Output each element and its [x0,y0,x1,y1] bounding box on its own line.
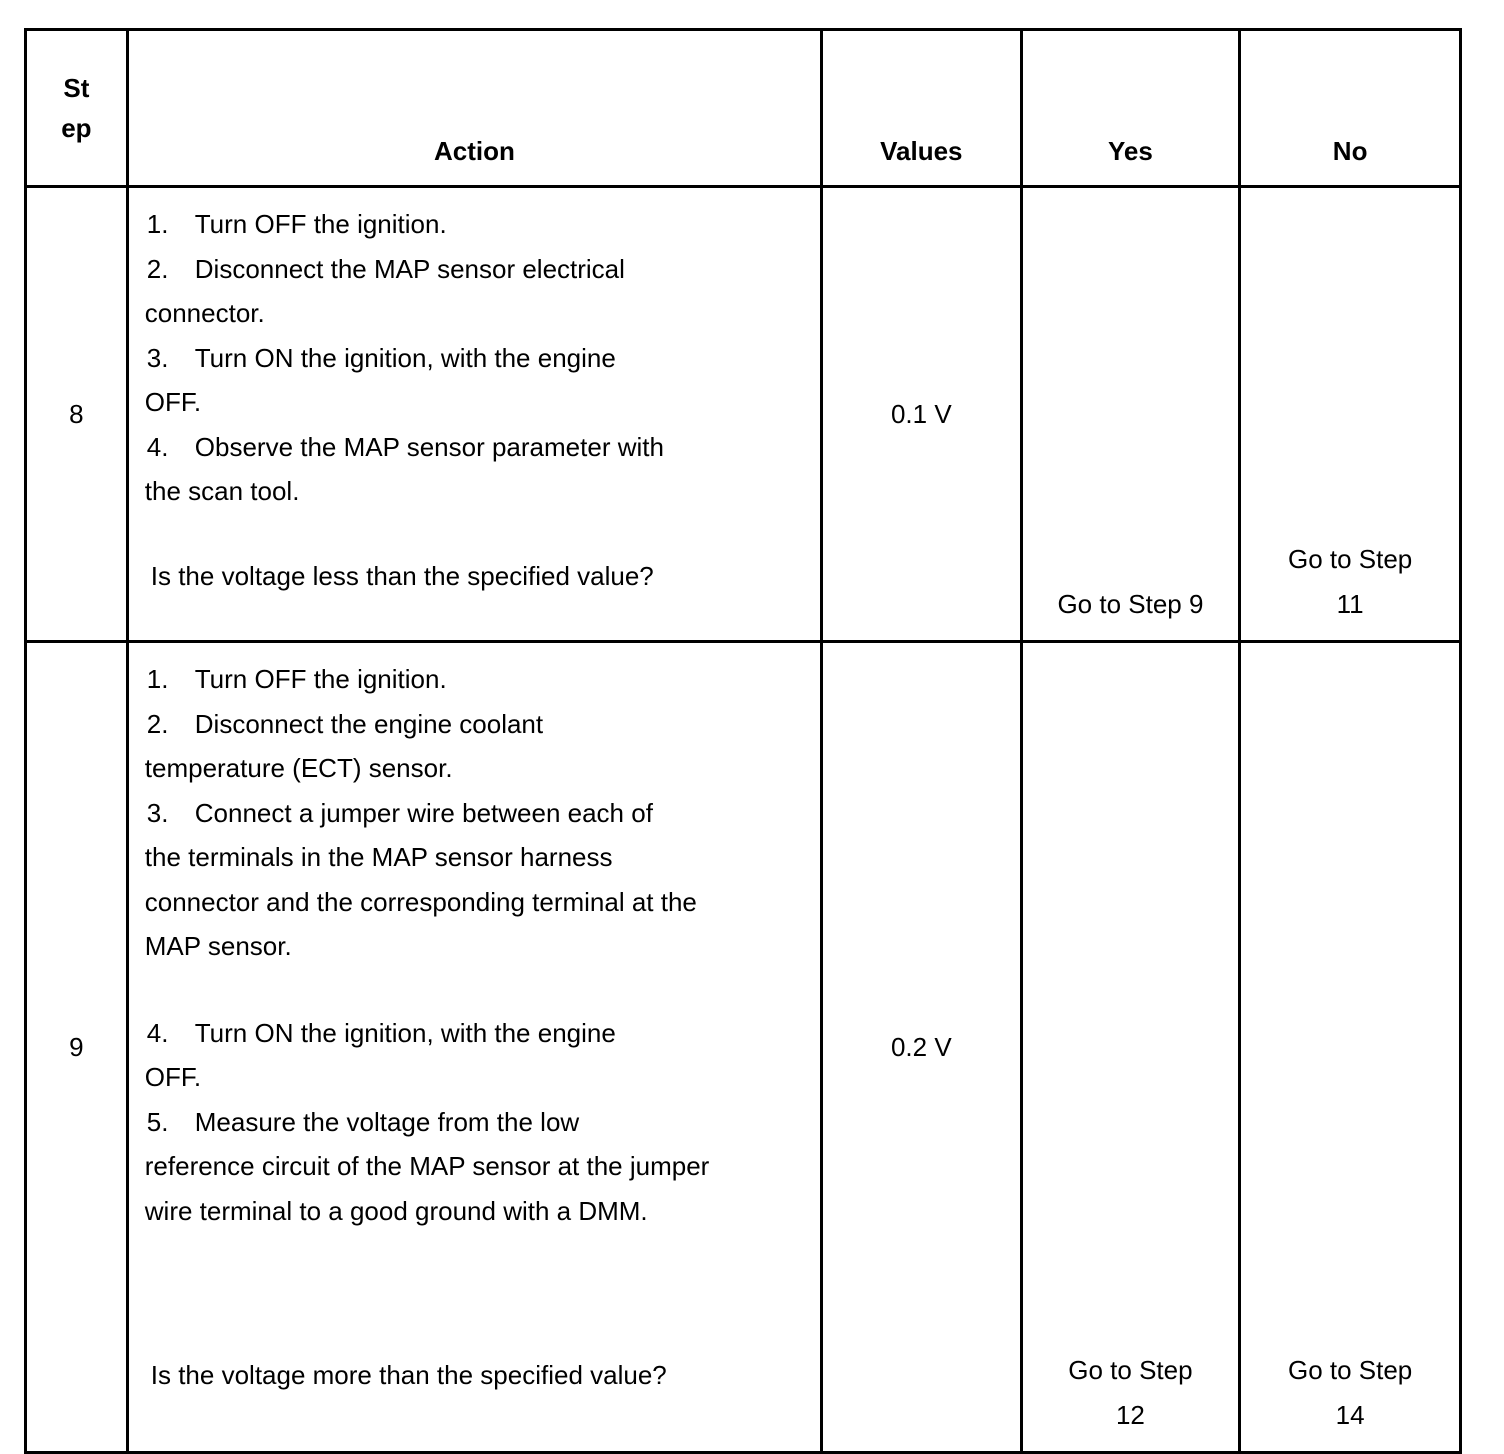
action-item: 1. Turn OFF the ignition. [146,209,447,239]
action-item-continuation: connector. [144,298,265,328]
action-item: 3. Turn ON the ignition, with the engine [146,342,616,373]
no-go-to: Go to Step [1287,544,1413,574]
value-cell: 0.1 V [822,187,1022,642]
table-header-row [26,30,1461,187]
action-item-continuation: OFF. [144,1062,202,1092]
no-step-number: 11 [1336,588,1364,619]
action-item: 3. Connect a jumper wire between each of [146,797,653,828]
header-values: Values [822,30,1022,187]
yes-cell [1021,642,1240,1453]
action-item-continuation: OFF. [144,387,202,417]
action-item-continuation: MAP sensor. [144,931,292,961]
action-item: 4. Turn ON the ignition, with the engine [146,1017,616,1048]
diagnostic-table [24,28,1462,1454]
table-row-step-9 [26,642,1461,1453]
no-cell [1240,187,1461,642]
action-question: Is the voltage more than the specified value? [150,1360,667,1390]
action-item: 4. Observe the MAP sensor parameter with [146,431,664,462]
action-item: 2. Disconnect the engine coolant [146,708,544,739]
action-cell [127,187,821,642]
yes-cell [1021,187,1240,642]
header-step-line2: ep [61,113,92,143]
header-no: No [1240,30,1461,187]
header-step [26,30,128,187]
yes-step-number: 12 [1115,1399,1145,1430]
action-item-continuation: the terminals in the MAP sensor harness [144,842,613,872]
step-number: 8 [26,187,128,642]
action-item-continuation: the scan tool. [144,476,300,506]
step-number: 9 [26,642,128,1453]
yes-go-to: Go to Step 9 [1057,588,1204,619]
action-cell [127,642,821,1453]
table-row-step-8 [26,187,1461,642]
action-item: 2. Disconnect the MAP sensor electrical [146,253,625,284]
no-cell [1240,642,1461,1453]
action-item-continuation: reference circuit of the MAP sensor at the jumper [144,1151,710,1181]
action-item: 1. Turn OFF the ignition. [146,664,447,694]
yes-go-to: Go to Step [1068,1355,1193,1385]
no-go-to: Go to Step [1287,1355,1413,1385]
action-question: Is the voltage less than the specified value? [150,560,654,591]
no-step-number: 14 [1335,1399,1365,1430]
action-item-continuation: wire terminal to a good ground with a DMM. [144,1195,648,1226]
value-cell: 0.2 V [822,642,1022,1453]
action-item-continuation: connector and the corresponding terminal at the [144,886,697,917]
header-yes: Yes [1021,30,1240,187]
action-item: 5. Measure the voltage from the low [146,1106,580,1137]
action-item-continuation: temperature (ECT) sensor. [144,753,453,783]
header-step-line1: St [63,73,90,103]
header-action: Action [127,30,821,187]
